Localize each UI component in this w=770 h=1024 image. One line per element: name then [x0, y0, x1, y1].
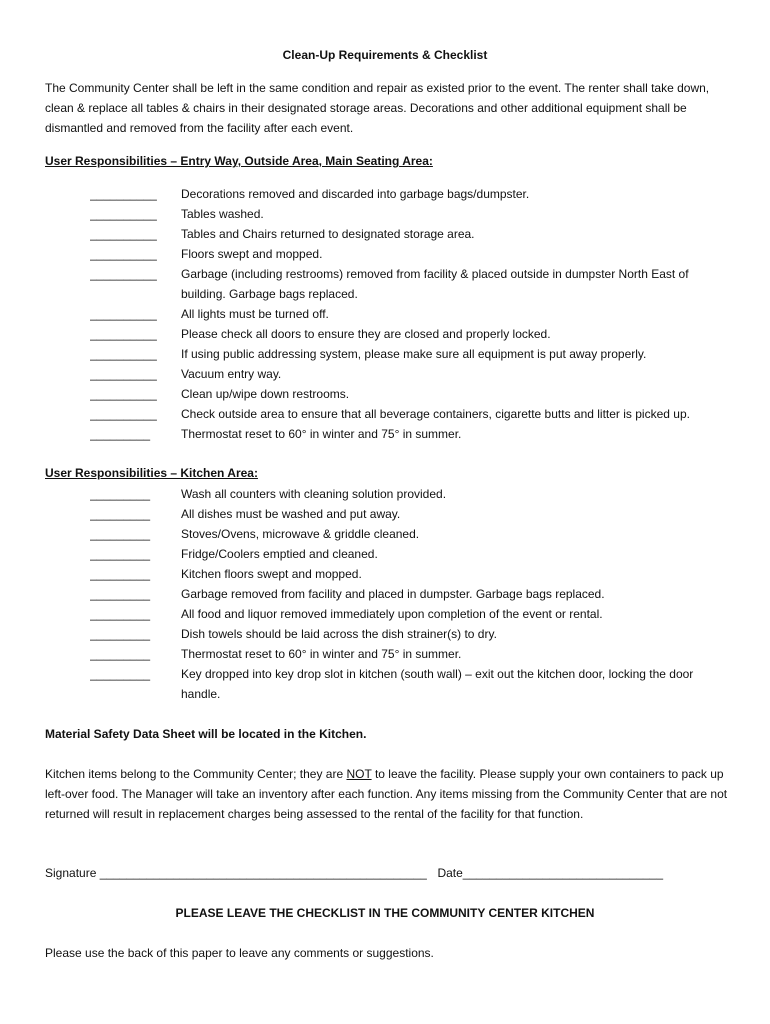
list-item — [0, 584, 770, 604]
list-item — [0, 344, 770, 364]
item-text: Tables washed. — [181, 207, 264, 221]
checkbox-blank[interactable]: __________ — [90, 267, 157, 281]
checkbox-blank[interactable]: _________ — [90, 527, 151, 541]
date-label: Date — [437, 866, 463, 880]
checkbox-blank[interactable]: _________ — [90, 507, 151, 521]
checkbox-blank[interactable]: _________ — [90, 587, 151, 601]
list-item — [0, 664, 770, 704]
checkbox-blank[interactable]: _________ — [90, 547, 151, 561]
checkbox-blank[interactable]: __________ — [90, 227, 157, 241]
checkbox-blank[interactable]: __________ — [90, 387, 157, 401]
checkbox-blank[interactable]: _________ — [90, 607, 151, 621]
date-field[interactable]: ______________________________ — [462, 866, 664, 880]
checkbox-blank[interactable]: __________ — [90, 367, 157, 381]
list-item — [0, 624, 770, 644]
section-heading-kitchen: User Responsibilities – Kitchen Area: — [45, 466, 258, 480]
comments-note: Please use the back of this paper to leave any comments or suggestions. — [45, 946, 434, 960]
list-item — [0, 184, 770, 204]
list-item — [0, 404, 770, 424]
checkbox-blank[interactable]: __________ — [90, 307, 157, 321]
list-item — [0, 204, 770, 224]
list-item — [0, 264, 770, 304]
signature-label: Signature — [45, 866, 97, 880]
checkbox-blank[interactable]: __________ — [90, 347, 157, 361]
item-text: Check outside area to ensure that all beverage containers, cigarette butts and litter is picked up. — [181, 407, 690, 421]
list-item — [0, 524, 770, 544]
document-title: Clean-Up Requirements & Checklist — [282, 48, 488, 62]
item-text: If using public addressing system, please make sure all equipment is put away properly. — [181, 347, 647, 361]
checkbox-blank[interactable]: __________ — [90, 407, 157, 421]
item-text: Dish towels should be laid across the dish strainer(s) to dry. — [181, 627, 497, 641]
checklist-entry-area — [0, 184, 770, 444]
checkbox-blank[interactable]: _________ — [90, 647, 151, 661]
kitchen-para-end: to leave the facility. Please supply your own containers to pack up left-over food. The Manager will take an inventory after each function. Any items missing from the Community Center that are not returned will result in replacement charges being assessed to the rental of the facility for that function. — [45, 767, 728, 821]
leave-checklist-notice: PLEASE LEAVE THE CHECKLIST IN THE COMMUNITY CENTER KITCHEN — [175, 906, 595, 920]
msds-notice: Material Safety Data Sheet will be located in the Kitchen. — [45, 727, 367, 741]
item-text: Tables and Chairs returned to designated storage area. — [181, 227, 475, 241]
item-text: Floors swept and mopped. — [181, 247, 323, 261]
item-text: Please check all doors to ensure they are closed and properly locked. — [181, 327, 551, 341]
kitchen-para-start: Kitchen items belong to the Community Center; they are — [45, 767, 347, 781]
item-text: All dishes must be washed and put away. — [181, 507, 401, 521]
checkbox-blank[interactable]: __________ — [90, 187, 157, 201]
item-text: Fridge/Coolers emptied and cleaned. — [181, 547, 378, 561]
list-item — [0, 424, 770, 444]
signature-field[interactable]: _________________________________________________ — [99, 866, 427, 880]
list-item — [0, 304, 770, 324]
item-text: Garbage (including restrooms) removed from facility & placed outside in dumpster North East of building. Garbage bags replaced. — [181, 267, 689, 301]
item-text: Clean up/wipe down restrooms. — [181, 387, 350, 401]
checklist-kitchen-area — [0, 484, 770, 704]
signature-row — [45, 866, 735, 880]
list-item — [0, 384, 770, 404]
checkbox-blank[interactable]: __________ — [90, 327, 157, 341]
item-text: Stoves/Ovens, microwave & griddle cleaned. — [181, 527, 420, 541]
item-text: Thermostat reset to 60° in winter and 75° in summer. — [181, 647, 462, 661]
list-item — [0, 604, 770, 624]
item-text: All lights must be turned off. — [181, 307, 329, 321]
item-text: Wash all counters with cleaning solution provided. — [181, 487, 447, 501]
item-text: Thermostat reset to 60° in winter and 75° in summer. — [181, 427, 462, 441]
checkbox-blank[interactable]: _________ — [90, 567, 151, 581]
list-item — [0, 544, 770, 564]
list-item — [0, 564, 770, 584]
list-item — [0, 224, 770, 244]
kitchen-items-paragraph — [45, 764, 735, 824]
checkbox-blank[interactable]: _________ — [90, 427, 151, 441]
list-item — [0, 644, 770, 664]
item-text: All food and liquor removed immediately upon completion of the event or rental. — [181, 607, 603, 621]
kitchen-para-emphasis: NOT — [346, 767, 372, 781]
list-item — [0, 324, 770, 344]
list-item — [0, 364, 770, 384]
item-text: Garbage removed from facility and placed in dumpster. Garbage bags replaced. — [181, 587, 605, 601]
checkbox-blank[interactable]: _________ — [90, 487, 151, 501]
checkbox-blank[interactable]: __________ — [90, 207, 157, 221]
list-item — [0, 484, 770, 504]
item-text: Decorations removed and discarded into garbage bags/dumpster. — [181, 187, 530, 201]
checkbox-blank[interactable]: __________ — [90, 247, 157, 261]
item-text: Key dropped into key drop slot in kitchen (south wall) – exit out the kitchen door, locking the door handle. — [181, 667, 694, 701]
item-text: Kitchen floors swept and mopped. — [181, 567, 362, 581]
checkbox-blank[interactable]: _________ — [90, 627, 151, 641]
item-text: Vacuum entry way. — [181, 367, 282, 381]
list-item — [0, 244, 770, 264]
intro-paragraph: The Community Center shall be left in the same condition and repair as existed prior to the event. The renter shall take down, clean & replace all tables & chairs in their designated storage areas. Decorations and other additional equipment shall be dismantled and removed from the facility after each event. — [45, 81, 710, 135]
checkbox-blank[interactable]: _________ — [90, 667, 151, 681]
list-item — [0, 504, 770, 524]
section-heading-entry: User Responsibilities – Entry Way, Outside Area, Main Seating Area: — [45, 154, 433, 168]
